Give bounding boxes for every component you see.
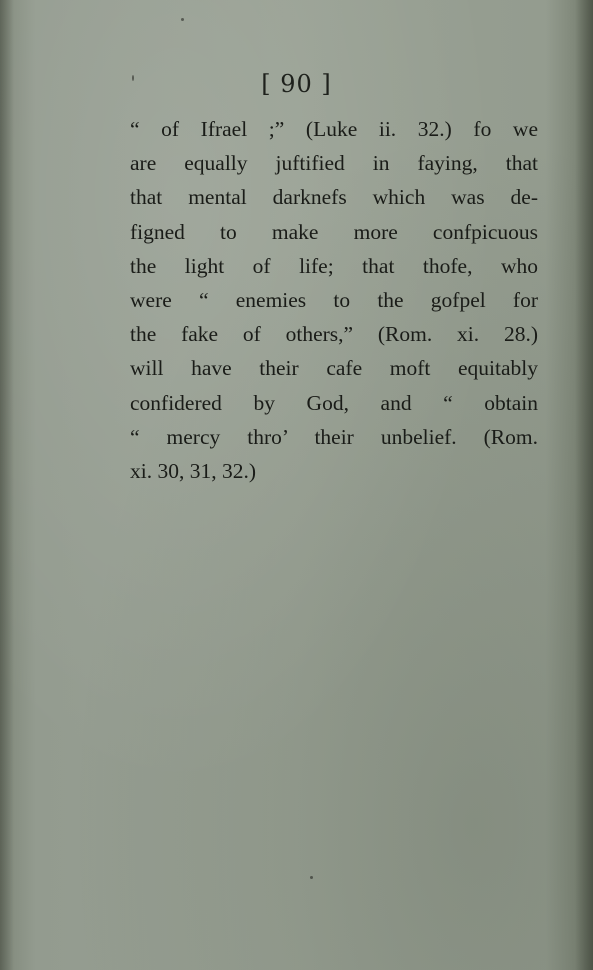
- text-line: are equally juftified in faying, that: [130, 151, 538, 176]
- text-line: the fake of others,” (Rom. xi. 28.): [130, 322, 538, 347]
- text-line: will have their cafe moft equitably: [130, 356, 538, 381]
- ink-speck: [181, 18, 184, 21]
- text-line: “ mercy thro’ their unbelief. (Rom.: [130, 424, 538, 449]
- text-line: the light of life; that thofe, who: [130, 253, 538, 278]
- text-line: that mental darknefs which was de-: [130, 185, 538, 210]
- text-line: confidered by God, and “ obtain: [130, 390, 538, 415]
- text-line: were “ enemies to the gofpel for: [130, 287, 538, 312]
- text-line: figned to make more confpicuous: [130, 219, 538, 244]
- body-text: [130, 112, 538, 488]
- ink-speck: [310, 876, 313, 879]
- text-line: xi. 30, 31, 32.): [130, 458, 257, 483]
- text-line: “ of Ifrael ;” (Luke ii. 32.) fo we: [130, 117, 538, 141]
- page-number: [ 90 ]: [261, 70, 332, 98]
